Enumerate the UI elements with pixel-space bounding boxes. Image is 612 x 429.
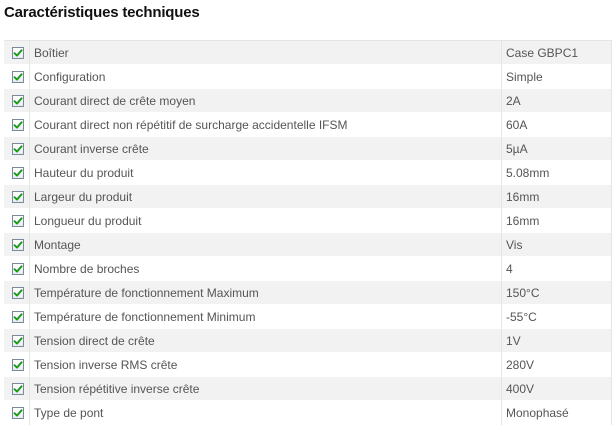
checkbox-cell (4, 185, 30, 209)
row-checkbox[interactable] (12, 335, 24, 347)
spec-value: 60A (502, 113, 612, 137)
spec-label: Longueur du produit (30, 209, 502, 233)
check-icon (13, 96, 23, 106)
spec-value: Vis (502, 233, 612, 257)
check-icon (13, 264, 23, 274)
check-icon (13, 312, 23, 322)
row-checkbox[interactable] (12, 311, 24, 323)
table-row (4, 161, 612, 185)
spec-value: 5µA (502, 137, 612, 161)
row-checkbox[interactable] (12, 95, 24, 107)
table-row (4, 281, 612, 305)
check-icon (13, 240, 23, 250)
spec-value: Simple (502, 65, 612, 89)
specs-table (4, 40, 612, 425)
checkbox-cell (4, 305, 30, 329)
table-row (4, 113, 612, 137)
row-checkbox[interactable] (12, 359, 24, 371)
row-checkbox[interactable] (12, 167, 24, 179)
checkbox-cell (4, 137, 30, 161)
spec-value: 4 (502, 257, 612, 281)
spec-label: Courant direct de crête moyen (30, 89, 502, 113)
checkbox-cell (4, 113, 30, 137)
checkbox-cell (4, 281, 30, 305)
check-icon (13, 360, 23, 370)
table-row (4, 401, 612, 425)
row-checkbox[interactable] (12, 263, 24, 275)
table-row (4, 377, 612, 401)
table-row (4, 209, 612, 233)
row-checkbox[interactable] (12, 191, 24, 203)
spec-label: Température de fonctionnement Minimum (30, 305, 502, 329)
table-row (4, 65, 612, 89)
checkbox-cell (4, 377, 30, 401)
checkbox-cell (4, 161, 30, 185)
check-icon (13, 168, 23, 178)
table-row (4, 305, 612, 329)
checkbox-cell (4, 257, 30, 281)
check-icon (13, 384, 23, 394)
page-title: Caractéristiques techniques (4, 4, 200, 21)
row-checkbox[interactable] (12, 239, 24, 251)
row-checkbox[interactable] (12, 47, 24, 59)
spec-label: Boîtier (30, 41, 502, 65)
row-checkbox[interactable] (12, 143, 24, 155)
check-icon (13, 120, 23, 130)
spec-value: 150°C (502, 281, 612, 305)
spec-value: 1V (502, 329, 612, 353)
check-icon (13, 288, 23, 298)
row-checkbox[interactable] (12, 119, 24, 131)
checkbox-cell (4, 65, 30, 89)
check-icon (13, 336, 23, 346)
table-row (4, 257, 612, 281)
row-checkbox[interactable] (12, 383, 24, 395)
check-icon (13, 216, 23, 226)
spec-label: Configuration (30, 65, 502, 89)
spec-value: 16mm (502, 185, 612, 209)
spec-label: Tension direct de crête (30, 329, 502, 353)
table-row (4, 233, 612, 257)
checkbox-cell (4, 233, 30, 257)
spec-value: 280V (502, 353, 612, 377)
spec-label: Nombre de broches (30, 257, 502, 281)
row-checkbox[interactable] (12, 215, 24, 227)
spec-value: Case GBPC1 (502, 41, 612, 65)
table-row (4, 185, 612, 209)
table-row (4, 329, 612, 353)
check-icon (13, 72, 23, 82)
spec-value: -55°C (502, 305, 612, 329)
spec-label: Hauteur du produit (30, 161, 502, 185)
spec-label: Tension inverse RMS crête (30, 353, 502, 377)
spec-label: Température de fonctionnement Maximum (30, 281, 502, 305)
check-icon (13, 408, 23, 418)
checkbox-cell (4, 401, 30, 425)
row-checkbox[interactable] (12, 71, 24, 83)
table-row (4, 89, 612, 113)
checkbox-cell (4, 89, 30, 113)
checkbox-cell (4, 329, 30, 353)
checkbox-cell (4, 353, 30, 377)
spec-label: Montage (30, 233, 502, 257)
spec-label: Courant direct non répétitif de surcharge accidentelle IFSM (30, 113, 502, 137)
spec-value: Monophasé (502, 401, 612, 425)
check-icon (13, 48, 23, 58)
row-checkbox[interactable] (12, 407, 24, 419)
table-row (4, 41, 612, 65)
spec-value: 5.08mm (502, 161, 612, 185)
spec-label: Tension répétitive inverse crête (30, 377, 502, 401)
check-icon (13, 192, 23, 202)
spec-label: Courant inverse crête (30, 137, 502, 161)
spec-label: Type de pont (30, 401, 502, 425)
spec-label: Largeur du produit (30, 185, 502, 209)
checkbox-cell (4, 209, 30, 233)
table-row (4, 353, 612, 377)
check-icon (13, 144, 23, 154)
spec-value: 16mm (502, 209, 612, 233)
row-checkbox[interactable] (12, 287, 24, 299)
spec-value: 400V (502, 377, 612, 401)
checkbox-cell (4, 41, 30, 65)
spec-value: 2A (502, 89, 612, 113)
table-row (4, 137, 612, 161)
